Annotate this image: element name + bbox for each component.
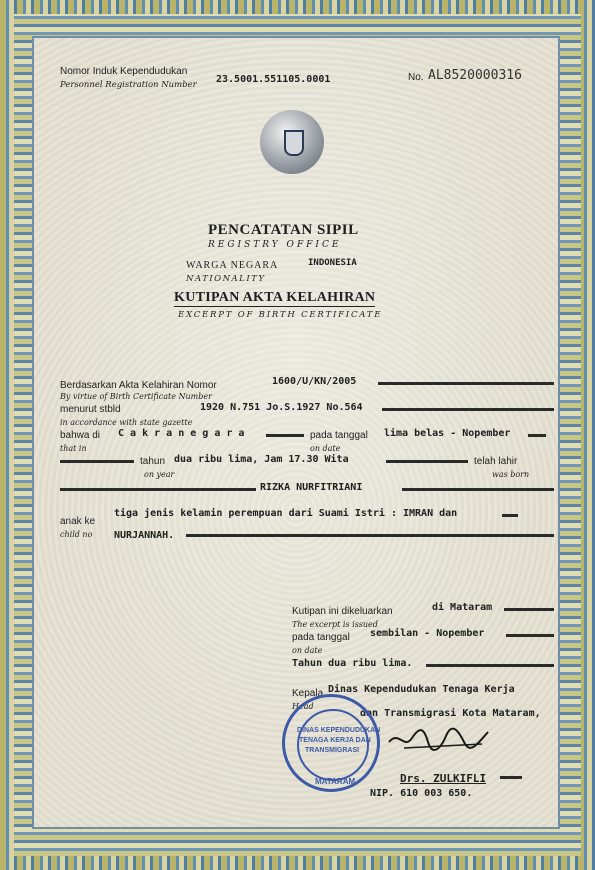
birthplace-en: that in (60, 444, 87, 453)
nik-label-en: Personnel Registration Number (60, 80, 197, 90)
parents-continued: NURJANNAH. (114, 530, 175, 541)
fill-line (528, 434, 546, 437)
stamp-line-1: DINAS KEPENDUDUKAN (297, 727, 381, 734)
stbld-value: 1920 N.751 Jo.S.1927 No.564 (200, 402, 363, 413)
fill-line (504, 608, 554, 611)
fill-line (266, 434, 304, 437)
nik-value: 23.5001.551105.0001 (216, 74, 331, 85)
stamp-line-3: TRANSMIGRASI (305, 747, 360, 754)
garuda-emblem-icon (284, 130, 304, 156)
birthplace-label: bahwa di (60, 430, 101, 441)
born-en: was born (492, 470, 530, 479)
stbld-label: menurut stbld (60, 404, 121, 415)
birth-cert-number-value: 1600/U/KN/2005 (272, 376, 357, 387)
fill-line (60, 488, 256, 491)
birth-cert-number-en: By virtue of Birth Certificate Number (60, 392, 212, 401)
fill-line (500, 776, 522, 779)
fill-line (426, 664, 554, 667)
fill-line (186, 534, 554, 537)
stamp-line-2: TENAGA KERJA DAN (299, 737, 371, 744)
no-label: No. (408, 72, 424, 83)
issued-en: The excerpt is issued (292, 620, 378, 629)
registry-title-en: REGISTRY OFFICE (208, 240, 342, 250)
stbld-en: in accordance with state gazette (60, 418, 193, 427)
nik-label: Nomor Induk Kependudukan (60, 66, 188, 77)
stamp-inner-ring (297, 709, 369, 781)
head-office: Dinas Kependudukan Tenaga Kerja (328, 684, 515, 695)
birthdate-en: on date (310, 444, 341, 453)
hologram-seal (260, 110, 324, 174)
citizenship-value: INDONESIA (308, 258, 357, 268)
issue-date-en: on date (292, 646, 323, 655)
fill-line (402, 488, 554, 491)
child-name: RIZKA NURFITRIANI (260, 482, 363, 493)
child-order-value: tiga jenis kelamin perempuan dari Suami Istri : IMRAN dan (114, 508, 458, 519)
birthplace-value: C a k r a n e g a r a (118, 428, 245, 439)
official-nip: NIP. 610 003 650. (370, 788, 473, 799)
certificate-paper (32, 36, 560, 829)
birthdate-label: pada tanggal (310, 430, 368, 441)
fill-line (378, 382, 554, 385)
excerpt-title: KUTIPAN AKTA KELAHIRAN (174, 290, 376, 305)
fill-line (386, 460, 468, 463)
citizenship-label: WARGA NEGARA (186, 260, 279, 271)
fill-line (60, 460, 134, 463)
birthdate-value: lima belas - Nopember (384, 428, 511, 439)
stamp-ring-bottom: MATARAM (315, 777, 356, 786)
birthyear-label: tahun (140, 456, 166, 467)
registry-title: PENCATATAN SIPIL (208, 222, 359, 238)
issued-place: di Mataram (432, 602, 493, 613)
head-label: Kepala (292, 688, 324, 699)
fill-line (382, 408, 554, 411)
birth-cert-number-label: Berdasarkan Akta Kelahiran Nomor (60, 380, 217, 391)
issued-label: Kutipan ini dikeluarkan (292, 606, 393, 617)
child-order-en: child no (60, 530, 93, 539)
fill-line (506, 634, 554, 637)
fill-line (502, 514, 518, 517)
issue-year: Tahun dua ribu lima. (292, 658, 413, 669)
excerpt-title-en: EXCERPT OF BIRTH CERTIFICATE (178, 310, 383, 320)
issue-date-value: sembilan - Nopember (370, 628, 485, 639)
serial-number: AL8520000316 (428, 68, 522, 83)
birthyear-value: dua ribu lima, Jam 17.30 Wita (174, 454, 349, 465)
signature (384, 720, 494, 760)
official-stamp (282, 694, 380, 792)
head-en: Head (292, 702, 314, 711)
official-name: Drs. ZULKIFLI (400, 772, 487, 785)
issue-date-label: pada tanggal (292, 632, 350, 643)
child-order-label: anak ke (60, 516, 96, 527)
citizenship-en: NATIONALITY (186, 274, 266, 284)
birthyear-en: on year (144, 470, 175, 479)
head-office-2: dan Transmigrasi Kota Mataram, (360, 708, 541, 719)
born-label: telah lahir (474, 456, 518, 467)
